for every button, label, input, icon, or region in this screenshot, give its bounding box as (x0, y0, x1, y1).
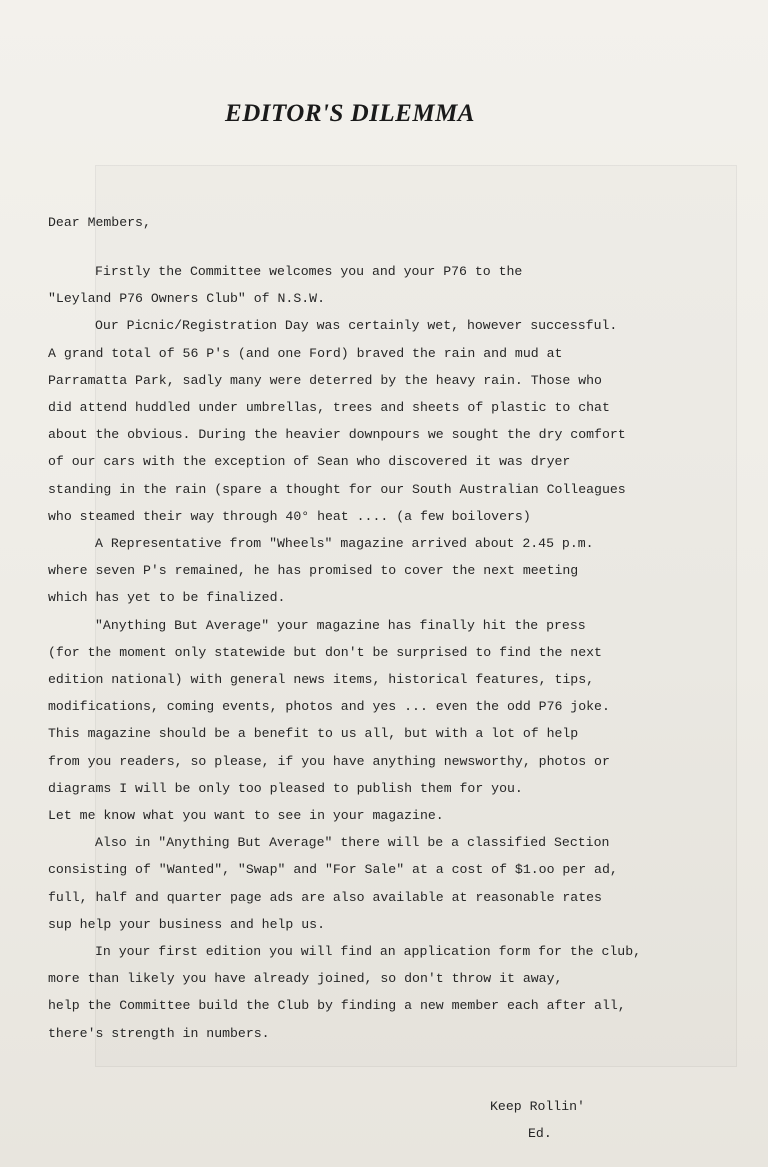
paragraph-picnic: Our Picnic/Registration Day was certainly wet, however successful. A grand total of 56 P's (and one Ford) braved the rain and mud at Parramatta Park, sadly many were deterred by the heavy rain. Those who did attend huddled under umbrellas, trees and sheets of plastic to chat about the obvious. During the heavier downpours we sought the dry comfort of our cars with the exception of Sean who discovered it was dryer standing in the rain (spare a thought for our South Australian Colleagues who steamed their way through 40° heat .... (a few boilovers) (48, 318, 626, 524)
paragraph-wheels: A Representative from "Wheels" magazine arrived about 2.45 p.m. where seven P's remained, he has promised to cover the next meeting which has yet to be finalized. (48, 536, 594, 606)
signature: Ed. (528, 1126, 552, 1141)
page-title: EDITOR'S DILEMMA (225, 100, 475, 127)
signoff-text: Keep Rollin' (490, 1099, 585, 1114)
paragraph-let-me-know: Let me know what you want to see in your magazine. (48, 808, 444, 824)
paragraph-application: In your first edition you will find an application form for the club, more than likely you have already joined, so don't throw it away, help the Committee build the Club by finding a new member each after all, there's strength in numbers. (48, 944, 642, 1041)
letter-body (48, 258, 738, 1047)
paragraph-welcome: Firstly the Committee welcomes you and your P76 to the "Leyland P76 Owners Club" of N.S.W. (48, 264, 523, 307)
paragraph-classified: Also in "Anything But Average" there will be a classified Section consisting of "Wanted", "Swap" and "For Sale" at a cost of $1.oo per ad, full, half and quarter page ads are also available at reasonable rates sup help your business and help us. (48, 835, 618, 932)
paragraph-magazine: "Anything But Average" your magazine has finally hit the press (for the moment only statewide but don't be surprised to find the next edition national) with general news items, historical features, tips, modifications, coming events, photos and yes ... even the odd P76 joke. This magazine should be a benefit to us all, but with a lot of help from you readers, so please, if you have anything newsworthy, photos or diagrams I will be only too pleased to publish them for you. (48, 617, 610, 796)
greeting: Dear Members, (48, 215, 151, 230)
signoff-block (490, 1093, 585, 1147)
